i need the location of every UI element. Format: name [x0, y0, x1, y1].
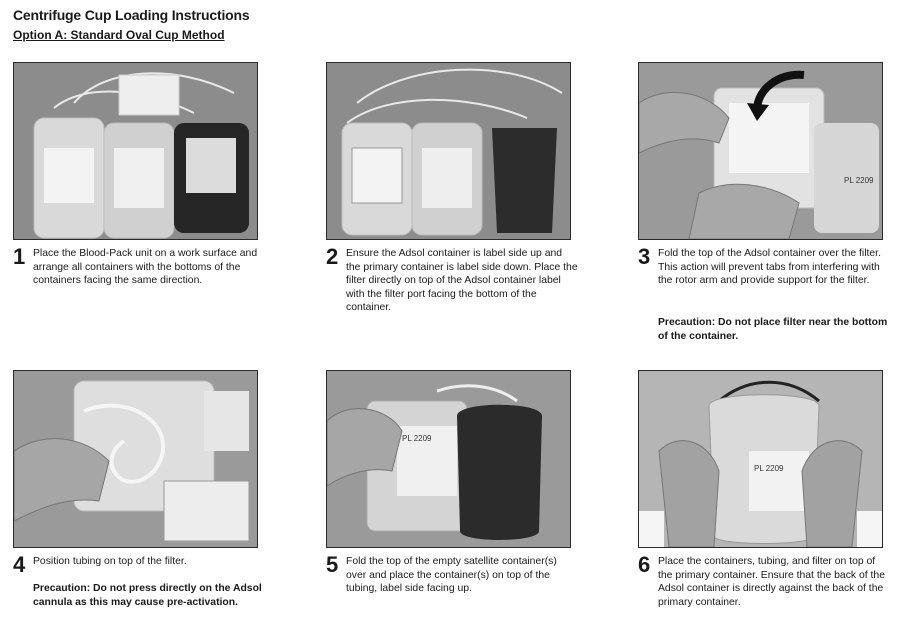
step-5-photo — [326, 370, 571, 548]
step-1-number: 1 — [13, 244, 26, 269]
step-3-illustration — [639, 63, 882, 239]
step-4-photo — [13, 370, 258, 548]
step-4-number: 4 — [13, 552, 26, 577]
step-3-bag-label: PL 2209 — [844, 176, 874, 185]
step-2-text: Ensure the Adsol container is label side up and the primary container is label side down. Place the filter directly on top of the Adsol container label with the filter port facing the bottom of the container. — [346, 248, 578, 314]
step-5-bag-label: PL 2209 — [402, 434, 432, 443]
step-3-number: 3 — [638, 244, 651, 269]
step-4-precaution: Precaution: Do not press directly on the Adsol cannula as this may cause pre-activation. — [33, 583, 262, 608]
step-6-number: 6 — [638, 552, 651, 577]
page-subtitle: Option A: Standard Oval Cup Method — [13, 28, 225, 42]
step-4-text: Position tubing on top of the filter. — [33, 556, 187, 567]
step-2-number: 2 — [326, 244, 339, 269]
step-5-illustration — [327, 371, 570, 547]
step-2-photo — [326, 62, 571, 240]
step-3-text: Fold the top of the Adsol container over the filter. This action will prevent tabs from interfering with the rotor arm and provide support for the filter. — [658, 248, 881, 287]
step-6-photo — [638, 370, 883, 548]
step-1-text: Place the Blood-Pack unit on a work surface and arrange all containers with the bottoms of the containers facing the same direction. — [33, 248, 258, 287]
step-1-illustration — [14, 63, 257, 239]
step-1-photo — [13, 62, 258, 240]
step-2-illustration — [327, 63, 570, 239]
step-3-precaution: Precaution: Do not place filter near the bottom of the container. — [658, 317, 888, 342]
step-6-text: Place the containers, tubing, and filter on top of the primary container. Ensure that the back of the Adsol container is directly against the back of the primary container. — [658, 556, 885, 608]
step-4-illustration — [14, 371, 257, 547]
step-3-photo — [638, 62, 883, 240]
step-5-text: Fold the top of the empty satellite container(s) over and place the container(s) on top of the tubing, label side facing up. — [346, 556, 557, 595]
step-5-number: 5 — [326, 552, 339, 577]
page-title: Centrifuge Cup Loading Instructions — [13, 7, 250, 23]
step-6-illustration — [639, 371, 882, 547]
step-6-bag-label: PL 2209 — [754, 464, 784, 473]
